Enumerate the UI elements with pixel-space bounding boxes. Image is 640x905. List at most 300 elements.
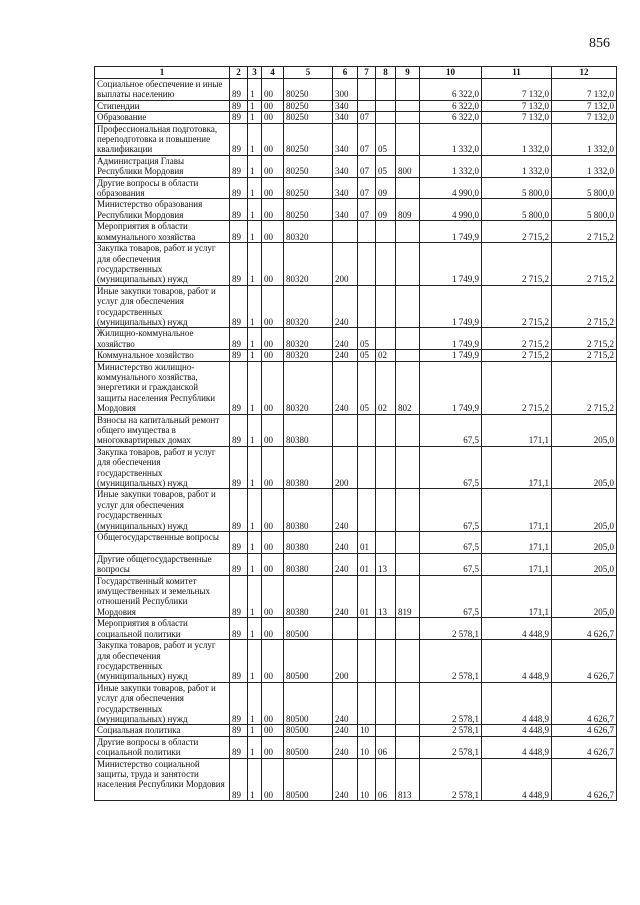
row-name: Стипендии — [95, 100, 230, 111]
row-name: Коммунальное хозяйство — [95, 350, 230, 361]
cell-c7: 07 — [358, 123, 376, 155]
cell-c6: 300 — [333, 79, 358, 101]
cell-c10: 67,5 — [420, 414, 482, 446]
cell-c2: 89 — [230, 177, 248, 199]
cell-c3: 1 — [248, 489, 262, 532]
row-name: Другие вопросы в области социальной политики — [95, 736, 230, 758]
cell-c8 — [376, 489, 396, 532]
cell-c11: 4 448,9 — [482, 725, 552, 736]
cell-c10: 6 322,0 — [420, 112, 482, 123]
table-row — [95, 446, 617, 489]
cell-c11: 7 132,0 — [482, 100, 552, 111]
cell-c12: 7 132,0 — [552, 79, 617, 101]
cell-c2: 89 — [230, 100, 248, 111]
cell-c6: 340 — [333, 177, 358, 199]
cell-c5: 80320 — [284, 350, 333, 361]
table-row — [95, 100, 617, 111]
table-row — [95, 640, 617, 683]
cell-c8 — [376, 112, 396, 123]
cell-c6: 200 — [333, 446, 358, 489]
table-row — [95, 682, 617, 725]
cell-c11: 5 800,0 — [482, 199, 552, 221]
cell-c5: 80250 — [284, 155, 333, 177]
cell-c8 — [376, 285, 396, 328]
cell-c5: 80320 — [284, 243, 333, 286]
cell-c12: 1 332,0 — [552, 155, 617, 177]
cell-c10: 67,5 — [420, 553, 482, 575]
cell-c4: 00 — [262, 736, 284, 758]
cell-c11: 2 715,2 — [482, 328, 552, 350]
cell-c9 — [396, 328, 420, 350]
cell-c10: 4 990,0 — [420, 199, 482, 221]
cell-c4: 00 — [262, 350, 284, 361]
cell-c3: 1 — [248, 100, 262, 111]
cell-c8 — [376, 414, 396, 446]
header-row — [95, 67, 617, 79]
cell-c7: 07 — [358, 155, 376, 177]
cell-c6: 200 — [333, 243, 358, 286]
cell-c4: 00 — [262, 361, 284, 414]
cell-c2: 89 — [230, 350, 248, 361]
cell-c11: 171,1 — [482, 553, 552, 575]
cell-c9 — [396, 123, 420, 155]
cell-c9 — [396, 725, 420, 736]
cell-c2: 89 — [230, 155, 248, 177]
cell-c3: 1 — [248, 736, 262, 758]
cell-c11: 171,1 — [482, 532, 552, 554]
cell-c10: 2 578,1 — [420, 725, 482, 736]
cell-c11: 2 715,2 — [482, 221, 552, 243]
cell-c11: 4 448,9 — [482, 618, 552, 640]
row-name: Закупка товаров, работ и услуг для обеспечения государственных (муниципальных) нужд — [95, 446, 230, 489]
cell-c2: 89 — [230, 553, 248, 575]
table-row — [95, 328, 617, 350]
row-name: Закупка товаров, работ и услуг для обеспечения государственных (муниципальных) нужд — [95, 640, 230, 683]
cell-c9 — [396, 553, 420, 575]
cell-c10: 67,5 — [420, 489, 482, 532]
cell-c11: 7 132,0 — [482, 79, 552, 101]
row-name: Министерство социальной защиты, труда и занятости населения Республики Мордовия — [95, 758, 230, 801]
cell-c5: 80250 — [284, 79, 333, 101]
cell-c7 — [358, 100, 376, 111]
cell-c3: 1 — [248, 758, 262, 801]
cell-c4: 00 — [262, 243, 284, 286]
cell-c4: 00 — [262, 100, 284, 111]
cell-c10: 6 322,0 — [420, 100, 482, 111]
cell-c7 — [358, 414, 376, 446]
cell-c2: 89 — [230, 640, 248, 683]
cell-c8: 09 — [376, 199, 396, 221]
row-name: Другие общегосударственные вопросы — [95, 553, 230, 575]
cell-c2: 89 — [230, 758, 248, 801]
cell-c3: 1 — [248, 618, 262, 640]
cell-c6: 240 — [333, 285, 358, 328]
table-row — [95, 618, 617, 640]
cell-c4: 00 — [262, 758, 284, 801]
cell-c3: 1 — [248, 285, 262, 328]
cell-c12: 2 715,2 — [552, 350, 617, 361]
cell-c8 — [376, 328, 396, 350]
cell-c3: 1 — [248, 414, 262, 446]
row-name: Общегосударственные вопросы — [95, 532, 230, 554]
column-header: 2 — [230, 67, 248, 79]
cell-c9 — [396, 243, 420, 286]
cell-c4: 00 — [262, 155, 284, 177]
cell-c2: 89 — [230, 575, 248, 618]
column-header: 11 — [482, 67, 552, 79]
cell-c4: 00 — [262, 328, 284, 350]
cell-c2: 89 — [230, 725, 248, 736]
cell-c6: 240 — [333, 350, 358, 361]
cell-c3: 1 — [248, 553, 262, 575]
table-row — [95, 79, 617, 101]
table-row — [95, 725, 617, 736]
cell-c5: 80320 — [284, 361, 333, 414]
cell-c9 — [396, 618, 420, 640]
cell-c10: 1 749,9 — [420, 243, 482, 286]
cell-c2: 89 — [230, 736, 248, 758]
cell-c9 — [396, 177, 420, 199]
cell-c2: 89 — [230, 285, 248, 328]
cell-c12: 4 626,7 — [552, 758, 617, 801]
row-name: Министерство образования Республики Мордовия — [95, 199, 230, 221]
table-row — [95, 350, 617, 361]
cell-c11: 4 448,9 — [482, 736, 552, 758]
cell-c8: 13 — [376, 575, 396, 618]
cell-c11: 2 715,2 — [482, 361, 552, 414]
cell-c3: 1 — [248, 682, 262, 725]
cell-c11: 171,1 — [482, 414, 552, 446]
cell-c9 — [396, 112, 420, 123]
cell-c5: 80380 — [284, 414, 333, 446]
cell-c4: 00 — [262, 79, 284, 101]
cell-c12: 2 715,2 — [552, 361, 617, 414]
cell-c5: 80320 — [284, 221, 333, 243]
cell-c10: 67,5 — [420, 446, 482, 489]
cell-c2: 89 — [230, 361, 248, 414]
cell-c8 — [376, 446, 396, 489]
cell-c2: 89 — [230, 682, 248, 725]
cell-c4: 00 — [262, 199, 284, 221]
cell-c6: 340 — [333, 199, 358, 221]
cell-c9 — [396, 285, 420, 328]
column-header: 6 — [333, 67, 358, 79]
cell-c5: 80250 — [284, 177, 333, 199]
cell-c8 — [376, 100, 396, 111]
cell-c8: 06 — [376, 758, 396, 801]
cell-c7 — [358, 79, 376, 101]
cell-c4: 00 — [262, 177, 284, 199]
cell-c8: 13 — [376, 553, 396, 575]
cell-c9: 809 — [396, 199, 420, 221]
cell-c3: 1 — [248, 575, 262, 618]
cell-c10: 4 990,0 — [420, 177, 482, 199]
cell-c9 — [396, 79, 420, 101]
cell-c4: 00 — [262, 725, 284, 736]
table-row — [95, 177, 617, 199]
cell-c11: 2 715,2 — [482, 243, 552, 286]
cell-c9: 813 — [396, 758, 420, 801]
cell-c5: 80500 — [284, 736, 333, 758]
table-row — [95, 361, 617, 414]
cell-c9: 800 — [396, 155, 420, 177]
cell-c10: 1 749,9 — [420, 328, 482, 350]
cell-c11: 1 332,0 — [482, 155, 552, 177]
cell-c12: 4 626,7 — [552, 725, 617, 736]
column-header: 12 — [552, 67, 617, 79]
cell-c2: 89 — [230, 489, 248, 532]
page-number: 856 — [589, 36, 610, 51]
cell-c7 — [358, 618, 376, 640]
row-name: Государственный комитет имущественных и земельных отношений Республики Мордовия — [95, 575, 230, 618]
cell-c3: 1 — [248, 361, 262, 414]
column-header: 7 — [358, 67, 376, 79]
cell-c6: 240 — [333, 361, 358, 414]
table-row — [95, 221, 617, 243]
cell-c10: 2 578,1 — [420, 640, 482, 683]
cell-c8 — [376, 682, 396, 725]
cell-c8 — [376, 618, 396, 640]
row-name: Иные закупки товаров, работ и услуг для обеспечения государственных (муниципальных) нужд — [95, 285, 230, 328]
table-row — [95, 112, 617, 123]
cell-c6: 240 — [333, 682, 358, 725]
cell-c4: 00 — [262, 112, 284, 123]
cell-c3: 1 — [248, 532, 262, 554]
row-name: Администрация Главы Республики Мордовия — [95, 155, 230, 177]
cell-c12: 205,0 — [552, 575, 617, 618]
cell-c6 — [333, 618, 358, 640]
row-name: Жилищно-коммунальное хозяйство — [95, 328, 230, 350]
cell-c3: 1 — [248, 177, 262, 199]
cell-c12: 5 800,0 — [552, 199, 617, 221]
cell-c10: 2 578,1 — [420, 682, 482, 725]
row-name: Иные закупки товаров, работ и услуг для обеспечения государственных (муниципальных) нужд — [95, 682, 230, 725]
row-name: Социальное обеспечение и иные выплаты населению — [95, 79, 230, 101]
cell-c2: 89 — [230, 221, 248, 243]
cell-c11: 4 448,9 — [482, 682, 552, 725]
cell-c7: 01 — [358, 532, 376, 554]
cell-c7: 07 — [358, 199, 376, 221]
cell-c9 — [396, 100, 420, 111]
table-body — [95, 79, 617, 801]
cell-c11: 171,1 — [482, 489, 552, 532]
row-name: Закупка товаров, работ и услуг для обеспечения государственных (муниципальных) нужд — [95, 243, 230, 286]
row-name: Мероприятия в области коммунального хозяйства — [95, 221, 230, 243]
table-row — [95, 414, 617, 446]
cell-c3: 1 — [248, 725, 262, 736]
cell-c12: 2 715,2 — [552, 243, 617, 286]
table-row — [95, 155, 617, 177]
column-header: 4 — [262, 67, 284, 79]
cell-c2: 89 — [230, 414, 248, 446]
cell-c8: 05 — [376, 155, 396, 177]
cell-c6: 240 — [333, 328, 358, 350]
cell-c9 — [396, 221, 420, 243]
cell-c2: 89 — [230, 618, 248, 640]
cell-c8 — [376, 79, 396, 101]
row-name: Мероприятия в области социальной политики — [95, 618, 230, 640]
cell-c7: 05 — [358, 350, 376, 361]
cell-c10: 67,5 — [420, 575, 482, 618]
cell-c11: 4 448,9 — [482, 640, 552, 683]
cell-c12: 4 626,7 — [552, 736, 617, 758]
cell-c9 — [396, 532, 420, 554]
row-name: Профессиональная подготовка, переподготовка и повышение квалификации — [95, 123, 230, 155]
cell-c11: 1 332,0 — [482, 123, 552, 155]
cell-c5: 80250 — [284, 112, 333, 123]
cell-c6: 240 — [333, 489, 358, 532]
cell-c9 — [396, 489, 420, 532]
cell-c12: 4 626,7 — [552, 640, 617, 683]
column-header: 9 — [396, 67, 420, 79]
cell-c11: 7 132,0 — [482, 112, 552, 123]
cell-c6 — [333, 414, 358, 446]
cell-c7: 10 — [358, 725, 376, 736]
cell-c8: 02 — [376, 350, 396, 361]
cell-c10: 2 578,1 — [420, 736, 482, 758]
table-row — [95, 758, 617, 801]
cell-c8 — [376, 243, 396, 286]
cell-c4: 00 — [262, 285, 284, 328]
cell-c7 — [358, 489, 376, 532]
cell-c7: 07 — [358, 177, 376, 199]
cell-c6: 240 — [333, 725, 358, 736]
cell-c12: 7 132,0 — [552, 112, 617, 123]
cell-c12: 2 715,2 — [552, 221, 617, 243]
column-header: 1 — [95, 67, 230, 79]
cell-c12: 1 332,0 — [552, 123, 617, 155]
cell-c8 — [376, 725, 396, 736]
cell-c12: 7 132,0 — [552, 100, 617, 111]
cell-c9: 819 — [396, 575, 420, 618]
cell-c12: 205,0 — [552, 489, 617, 532]
cell-c7: 05 — [358, 328, 376, 350]
cell-c5: 80500 — [284, 758, 333, 801]
cell-c6: 240 — [333, 553, 358, 575]
cell-c6: 240 — [333, 532, 358, 554]
cell-c5: 80250 — [284, 100, 333, 111]
cell-c2: 89 — [230, 123, 248, 155]
cell-c9 — [396, 350, 420, 361]
cell-c4: 00 — [262, 489, 284, 532]
cell-c7 — [358, 243, 376, 286]
cell-c10: 6 322,0 — [420, 79, 482, 101]
cell-c10: 2 578,1 — [420, 758, 482, 801]
cell-c3: 1 — [248, 155, 262, 177]
cell-c5: 80500 — [284, 618, 333, 640]
cell-c3: 1 — [248, 123, 262, 155]
table-row — [95, 285, 617, 328]
cell-c8: 06 — [376, 736, 396, 758]
cell-c3: 1 — [248, 199, 262, 221]
cell-c3: 1 — [248, 79, 262, 101]
table-row — [95, 243, 617, 286]
cell-c11: 4 448,9 — [482, 758, 552, 801]
cell-c6 — [333, 221, 358, 243]
cell-c12: 205,0 — [552, 446, 617, 489]
cell-c8: 02 — [376, 361, 396, 414]
cell-c6: 200 — [333, 640, 358, 683]
cell-c12: 5 800,0 — [552, 177, 617, 199]
cell-c5: 80500 — [284, 682, 333, 725]
cell-c7: 01 — [358, 553, 376, 575]
table-row — [95, 736, 617, 758]
cell-c5: 80320 — [284, 285, 333, 328]
cell-c3: 1 — [248, 221, 262, 243]
row-name: Другие вопросы в области образования — [95, 177, 230, 199]
cell-c7 — [358, 446, 376, 489]
cell-c5: 80250 — [284, 199, 333, 221]
cell-c10: 1 332,0 — [420, 155, 482, 177]
cell-c6: 240 — [333, 736, 358, 758]
cell-c12: 2 715,2 — [552, 285, 617, 328]
row-name: Социальная политика — [95, 725, 230, 736]
cell-c6: 340 — [333, 123, 358, 155]
cell-c8 — [376, 532, 396, 554]
cell-c9 — [396, 736, 420, 758]
cell-c10: 2 578,1 — [420, 618, 482, 640]
cell-c12: 205,0 — [552, 414, 617, 446]
cell-c4: 00 — [262, 221, 284, 243]
cell-c3: 1 — [248, 350, 262, 361]
cell-c3: 1 — [248, 328, 262, 350]
budget-table — [94, 66, 617, 801]
cell-c5: 80320 — [284, 328, 333, 350]
cell-c10: 1 749,9 — [420, 361, 482, 414]
cell-c4: 00 — [262, 123, 284, 155]
column-header: 10 — [420, 67, 482, 79]
cell-c12: 4 626,7 — [552, 618, 617, 640]
cell-c9: 802 — [396, 361, 420, 414]
cell-c4: 00 — [262, 640, 284, 683]
cell-c3: 1 — [248, 112, 262, 123]
cell-c4: 00 — [262, 414, 284, 446]
cell-c10: 67,5 — [420, 532, 482, 554]
cell-c4: 00 — [262, 553, 284, 575]
cell-c6: 240 — [333, 758, 358, 801]
cell-c2: 89 — [230, 532, 248, 554]
cell-c7: 10 — [358, 736, 376, 758]
table-row — [95, 532, 617, 554]
table-row — [95, 123, 617, 155]
cell-c12: 4 626,7 — [552, 682, 617, 725]
cell-c6: 340 — [333, 112, 358, 123]
cell-c4: 00 — [262, 532, 284, 554]
cell-c2: 89 — [230, 112, 248, 123]
column-header: 8 — [376, 67, 396, 79]
cell-c6: 340 — [333, 100, 358, 111]
cell-c3: 1 — [248, 640, 262, 683]
cell-c8: 09 — [376, 177, 396, 199]
row-name: Иные закупки товаров, работ и услуг для обеспечения государственных (муниципальных) нужд — [95, 489, 230, 532]
cell-c5: 80380 — [284, 553, 333, 575]
cell-c2: 89 — [230, 79, 248, 101]
cell-c5: 80250 — [284, 123, 333, 155]
cell-c5: 80500 — [284, 725, 333, 736]
budget-table-sheet — [94, 66, 616, 801]
row-name: Образование — [95, 112, 230, 123]
cell-c4: 00 — [262, 575, 284, 618]
cell-c11: 5 800,0 — [482, 177, 552, 199]
cell-c6: 240 — [333, 575, 358, 618]
column-header: 5 — [284, 67, 333, 79]
cell-c2: 89 — [230, 446, 248, 489]
cell-c7 — [358, 221, 376, 243]
table-row — [95, 553, 617, 575]
cell-c9 — [396, 414, 420, 446]
cell-c7: 05 — [358, 361, 376, 414]
cell-c10: 1 332,0 — [420, 123, 482, 155]
